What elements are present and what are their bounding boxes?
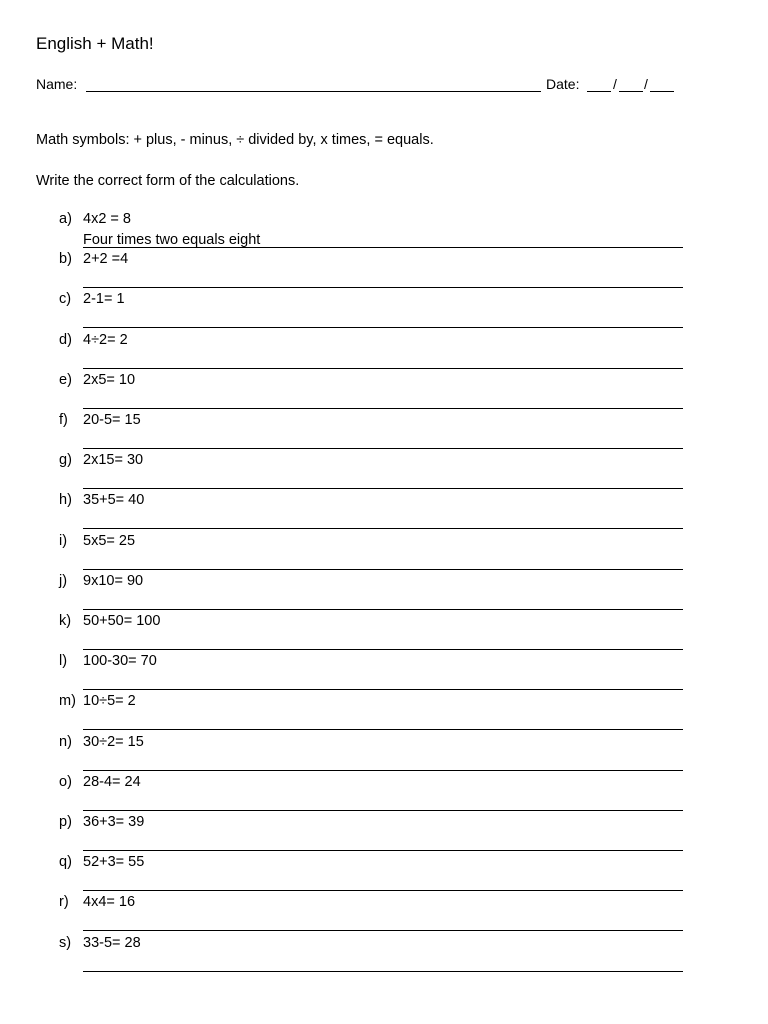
answer-line xyxy=(83,770,683,771)
exercise-item xyxy=(0,814,768,854)
answer-line xyxy=(83,488,683,489)
name-date-row xyxy=(36,76,686,96)
worksheet-title: English + Math! xyxy=(36,34,154,53)
exercise-answer: Four times two equals eight xyxy=(83,232,261,248)
exercise-calculation: 52+3= 55 xyxy=(83,854,145,871)
exercise-letter: n) xyxy=(59,733,72,750)
exercise-letter: o) xyxy=(59,773,72,790)
exercise-letter: h) xyxy=(59,492,72,509)
exercise-item xyxy=(0,854,768,894)
exercise-calculation: 50+50= 100 xyxy=(83,613,161,629)
exercise-item xyxy=(0,332,768,372)
answer-line xyxy=(83,448,683,449)
exercise-item xyxy=(0,894,768,934)
exercise-calculation: 4x2 = 8 xyxy=(83,211,131,227)
date-month-blank xyxy=(619,91,643,92)
answer-line xyxy=(83,649,683,650)
exercise-letter: m) xyxy=(59,693,76,710)
exercise-item xyxy=(0,251,768,291)
exercise-calculation: 30÷2= 15 xyxy=(83,733,144,750)
exercise-item xyxy=(0,774,768,814)
exercise-calculation: 2x5= 10 xyxy=(83,371,136,388)
answer-line xyxy=(83,689,683,690)
exercise-item xyxy=(0,412,768,452)
exercise-calculation: 2-1= 1 xyxy=(83,291,125,308)
answer-line xyxy=(83,569,683,570)
exercise-letter: q) xyxy=(59,854,72,871)
exercise-calculation: 2x15= 30 xyxy=(83,452,144,469)
exercise-letter: i) xyxy=(59,532,68,549)
exercise-letter: b) xyxy=(59,251,72,268)
answer-line xyxy=(83,408,683,409)
name-blank-line xyxy=(86,91,541,92)
exercise-calculation: 28-4= 24 xyxy=(83,773,141,790)
answer-line xyxy=(83,528,683,529)
date-year-blank xyxy=(650,91,674,92)
exercise-letter: d) xyxy=(59,331,72,348)
name-label: Name: xyxy=(36,76,78,92)
exercise-calculation: 9x10= 90 xyxy=(83,572,144,589)
exercise-item xyxy=(0,211,768,251)
exercise-item xyxy=(0,693,768,733)
instruction-text: Write the correct form of the calculations. xyxy=(36,173,300,189)
date-label: Date: xyxy=(546,76,580,92)
exercise-item xyxy=(0,533,768,573)
math-symbols-legend: Math symbols: + plus, - minus, ÷ divided by, x times, = equals. xyxy=(36,132,434,148)
exercise-letter: f) xyxy=(59,412,68,428)
answer-line xyxy=(83,609,683,610)
date-slash: / xyxy=(613,76,617,92)
exercise-item xyxy=(0,372,768,412)
date-day-blank xyxy=(587,91,611,92)
exercise-letter: p) xyxy=(59,814,72,830)
exercise-letter: c) xyxy=(59,291,72,308)
answer-line xyxy=(83,810,683,811)
exercise-calculation: 5x5= 25 xyxy=(83,532,136,549)
exercise-calculation: 35+5= 40 xyxy=(83,492,145,509)
exercise-letter: e) xyxy=(59,371,72,388)
exercise-item xyxy=(0,452,768,492)
answer-line xyxy=(83,247,683,248)
exercise-item xyxy=(0,613,768,653)
answer-line xyxy=(83,327,683,328)
answer-line xyxy=(83,368,683,369)
exercise-calculation: 2+2 =4 xyxy=(83,251,129,268)
exercise-letter: j) xyxy=(59,572,68,589)
exercise-calculation: 36+3= 39 xyxy=(83,814,145,830)
answer-line xyxy=(83,890,683,891)
exercise-letter: r) xyxy=(59,894,69,911)
exercise-item xyxy=(0,291,768,331)
exercise-letter: s) xyxy=(59,934,72,951)
exercise-calculation: 10÷5= 2 xyxy=(83,693,136,710)
exercise-item xyxy=(0,734,768,774)
exercise-calculation: 4x4= 16 xyxy=(83,894,136,911)
exercise-letter: l) xyxy=(59,653,68,670)
exercise-calculation: 4÷2= 2 xyxy=(83,331,128,348)
exercise-letter: a) xyxy=(59,211,72,227)
answer-line xyxy=(83,850,683,851)
answer-line xyxy=(83,971,683,972)
exercise-calculation: 100-30= 70 xyxy=(83,653,157,670)
date-slash: / xyxy=(644,76,648,92)
exercise-item xyxy=(0,653,768,693)
exercise-letter: k) xyxy=(59,613,72,629)
exercise-calculation: 20-5= 15 xyxy=(83,412,141,428)
exercise-item xyxy=(0,935,768,975)
exercise-letter: g) xyxy=(59,452,72,469)
answer-line xyxy=(83,930,683,931)
exercise-item xyxy=(0,492,768,532)
exercise-item xyxy=(0,573,768,613)
answer-line xyxy=(83,729,683,730)
exercise-calculation: 33-5= 28 xyxy=(83,934,141,951)
answer-line xyxy=(83,287,683,288)
